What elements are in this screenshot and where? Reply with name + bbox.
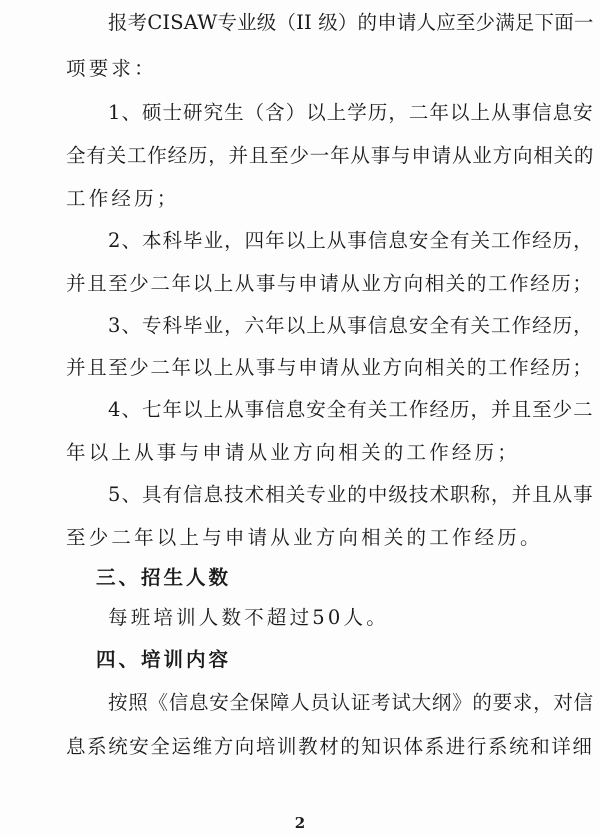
page-number: 2 (294, 814, 306, 832)
list-item-line: 并且至少二年以上从事与申请从业方向相关的工作经历； (66, 272, 594, 295)
list-item-line: 全有关工作经历，并且至少一年从事与申请从业方向相关的 (66, 144, 595, 167)
paragraph-line: 报考CISAW专业级（II 级）的申请人应至少满足下面一 (108, 11, 594, 34)
list-item-line: 工作经历； (66, 187, 180, 210)
section-heading: 四、培训内容 (96, 648, 232, 671)
paragraph-line: 项要求： (66, 57, 157, 80)
list-item-line: 至少二年以上与申请从业方向相关的工作经历。 (66, 526, 543, 549)
list-item-line: 3、专科毕业，六年以上从事信息安全有关工作经历， (108, 314, 594, 337)
list-item-line: 年以上从事与申请从业方向相关的工作经历； (66, 441, 521, 464)
list-item-line: 并且至少二年以上从事与申请从业方向相关的工作经历； (66, 356, 594, 379)
list-item-line: 4、七年以上从事信息安全有关工作经历，并且至少二 (108, 398, 594, 421)
section-heading: 三、招生人数 (96, 566, 232, 589)
list-item-line: 2、本科毕业，四年以上从事信息安全有关工作经历， (108, 229, 594, 252)
paragraph-line: 每班培训人数不超过50人。 (108, 606, 389, 629)
list-item-line: 5、具有信息技术相关专业的中级技术职称，并且从事 (108, 483, 594, 506)
list-item-line: 1、硕士研究生（含）以上学历，二年以上从事信息安 (108, 101, 594, 124)
paragraph-line: 息系统安全运维方向培训教材的知识体系进行系统和详细 (66, 735, 594, 758)
paragraph-line: 按照《信息安全保障人员认证考试大纲》的要求，对信 (108, 691, 594, 714)
